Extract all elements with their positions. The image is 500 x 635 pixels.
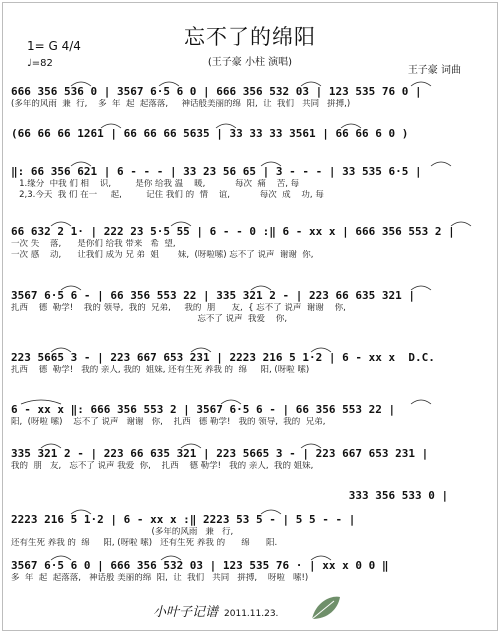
lyrics-line-alt: 还有生死 养我 的 绵 阳, (呀啦 嗦) 还有生死 养我 的 绵 阳. [11, 538, 278, 548]
slur-marks [11, 505, 491, 515]
lyrics-line-alt: 忘不了 说声 我爱 你, [11, 314, 288, 324]
slur-marks [11, 119, 491, 129]
singers-line: (王子豪 小柱 演唱) [207, 57, 293, 68]
slur-marks [11, 395, 491, 405]
score-system-5 [11, 289, 491, 325]
notation-line: 66 632 2 1· | 222 23 5·5 55 | 6 - - 0 :‖ 6 - xx x | 666 356 553 2 | [11, 225, 455, 238]
lyrics-line: 扎西 德 勒学! 我的 亲人, 我的 姐妹, 还有生死 养我 的 绵 阳, (呀啦 嗦) [11, 365, 310, 375]
signature-text: 小叶子记谱 [153, 605, 219, 620]
notation-line: 335 321 2 - | 223 66 635 321 | 223 5665 3 - | 223 667 653 231 | [11, 447, 429, 460]
lyrics-line: 我的 朋 友, 忘不了 说声 我爱 你, 扎西 德 勒学! 我的 亲人, 我的 姐妹, [11, 461, 314, 471]
notation-line: 6 - xx x ‖: 666 356 553 2 | 3567 6·5 6 - | 66 356 553 22 | [11, 403, 396, 416]
score-system-9-pickup [11, 489, 491, 503]
lyrics-line: 多 年 起 起落落, 神话般 美丽的绵 阳, 让 我们 共同 拼搏, 呀啦 嗦!) [11, 573, 309, 583]
notation-line: 2223 216 5 1·2 | 6 - xx x :‖ 2223 53 5 - | 5 5 - - | [11, 513, 356, 526]
score-system-2 [11, 127, 491, 141]
score-system-4 [11, 225, 491, 261]
score-system-10 [11, 513, 491, 549]
composer-credit: 王子豪 词曲 [407, 65, 461, 76]
lyrics-line-verse-2: 一次 感 动, 让我们 成为 兄 弟 姐 妹, (呀啦嗦) 忘不了 说声 谢谢 你, [11, 250, 314, 260]
notation-line: ‖: 66 356 621 | 6 - - - | 33 23 56 65 | 3 - - - | 33 535 6·5 | [11, 165, 422, 178]
slur-marks [11, 439, 491, 449]
lyrics-line-verse-2: 2,3.今天 我 们 在一 起, 记住 我们 的 情 谊, 每次 成 功, 每 [11, 190, 324, 200]
tempo-marking: ♩=82 [27, 58, 53, 69]
score-page [2, 2, 498, 631]
notation-line: 3567 6·5 6 - | 66 356 553 22 | 335 321 2 - | 223 66 635 321 | [11, 289, 415, 302]
song-title: 忘不了的绵阳 [184, 25, 316, 49]
lyrics-line-verse-1: 1.缘分 中我 们 相 识, 是你 给我 温 暖, 每次 痛 苦, 每 [11, 179, 300, 189]
notation-line: 223 5665 3 - | 223 667 653 231 | 2223 216 5 1·2 | 6 - xx x D.C. [11, 351, 435, 364]
score-system-6 [11, 351, 491, 376]
notation-line: (66 66 66 1261 | 66 66 66 5635 | 33 33 33 3561 | 66 66 6 0 ) [11, 127, 409, 140]
notation-line: 333 356 533 0 | [11, 489, 449, 502]
slur-marks [11, 217, 491, 227]
score-system-11 [11, 559, 491, 584]
transcription-date: 2011.11.23. [224, 609, 279, 619]
slur-marks [11, 281, 491, 291]
lyrics-line: 阳, (呀啦 嗦) 忘不了 说声 谢谢 你, 扎西 德 勒学! 我的 领导, 我的 兄弟, [11, 417, 326, 427]
lyrics-line: 扎西 德 勒学! 我的 领导, 我的 兄弟, 我的 朋 友, { 忘不了 说声 谢谢 你, [11, 303, 346, 313]
score-system-8 [11, 447, 491, 472]
leaf-icon [308, 593, 344, 623]
slur-marks [11, 77, 491, 87]
key-signature: 1= G 4/4 [27, 39, 81, 53]
score-system-3 [11, 165, 491, 201]
lyrics-line: (多年的风雨 兼 行, 多 年 起 起落落, 神话般美丽的绵 阳, 让 我们 共同 拼搏,) [11, 99, 351, 109]
lyrics-line-verse-1: 一次 失 落, 是你们 给我 带来 希 望, [11, 239, 257, 249]
slur-marks [11, 343, 491, 353]
slur-marks [11, 157, 491, 167]
score-system-1 [11, 85, 491, 110]
score-system-7 [11, 403, 491, 428]
notation-line: 3567 6·5 6 0 | 666 356 532 03 | 123 535 76 · | xx x 0 0 ‖ [11, 559, 389, 572]
slur-marks [11, 551, 491, 561]
notation-line: 666 356 536 0 | 3567 6·5 6 0 | 666 356 532 03 | 123 535 76 0 | [11, 85, 422, 98]
lyrics-line: (多年的风雨 兼 行, [11, 527, 234, 537]
transcriber-signature [153, 601, 278, 620]
